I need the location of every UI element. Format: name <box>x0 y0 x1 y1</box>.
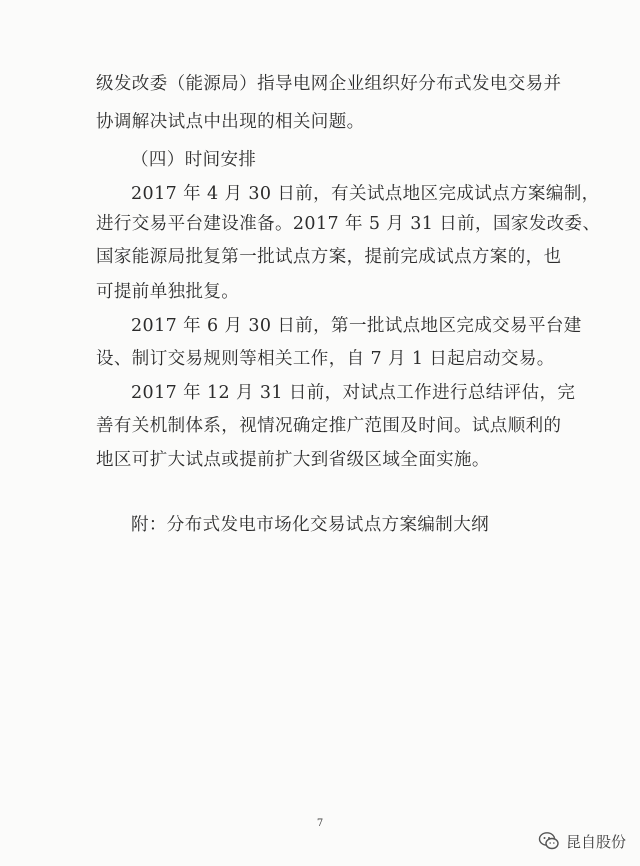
body-line: 2017 年 6 月 30 日前，第一批试点地区完成交易平台建 <box>131 316 582 336</box>
section-heading: （四）时间安排 <box>131 150 257 170</box>
body-line: 可提前单独批复。 <box>96 282 240 302</box>
watermark-text: 昆自股份 <box>565 832 626 851</box>
body-line: 2017 年 12 月 31 日前，对试点工作进行总结评估，完 <box>131 383 576 403</box>
body-line: 地区可扩大试点或提前扩大到省级区域全面实施。 <box>96 450 490 470</box>
wechat-icon <box>538 830 560 852</box>
page-number: 7 <box>316 818 324 829</box>
body-line: 进行交易平台建设准备。2017 年 5 月 31 日前，国家发改委、 <box>96 214 601 234</box>
body-line: 国家能源局批复第一批试点方案，提前完成试点方案的，也 <box>96 247 562 267</box>
body-line: 设、制订交易规则等相关工作，自 7 月 1 日起启动交易。 <box>96 349 555 369</box>
body-line: 级发改委（能源局）指导电网企业组织好分布式发电交易并 <box>96 74 562 94</box>
body-line: 协调解决试点中出现的相关问题。 <box>96 112 365 132</box>
watermark <box>538 830 626 852</box>
body-line: 善有关机制体系，视情况确定推广范围及时间。试点顺利的 <box>96 416 562 436</box>
attachment-line: 附：分布式发电市场化交易试点方案编制大纲 <box>131 515 489 535</box>
body-line: 2017 年 4 月 30 日前，有关试点地区完成试点方案编制， <box>131 184 600 204</box>
